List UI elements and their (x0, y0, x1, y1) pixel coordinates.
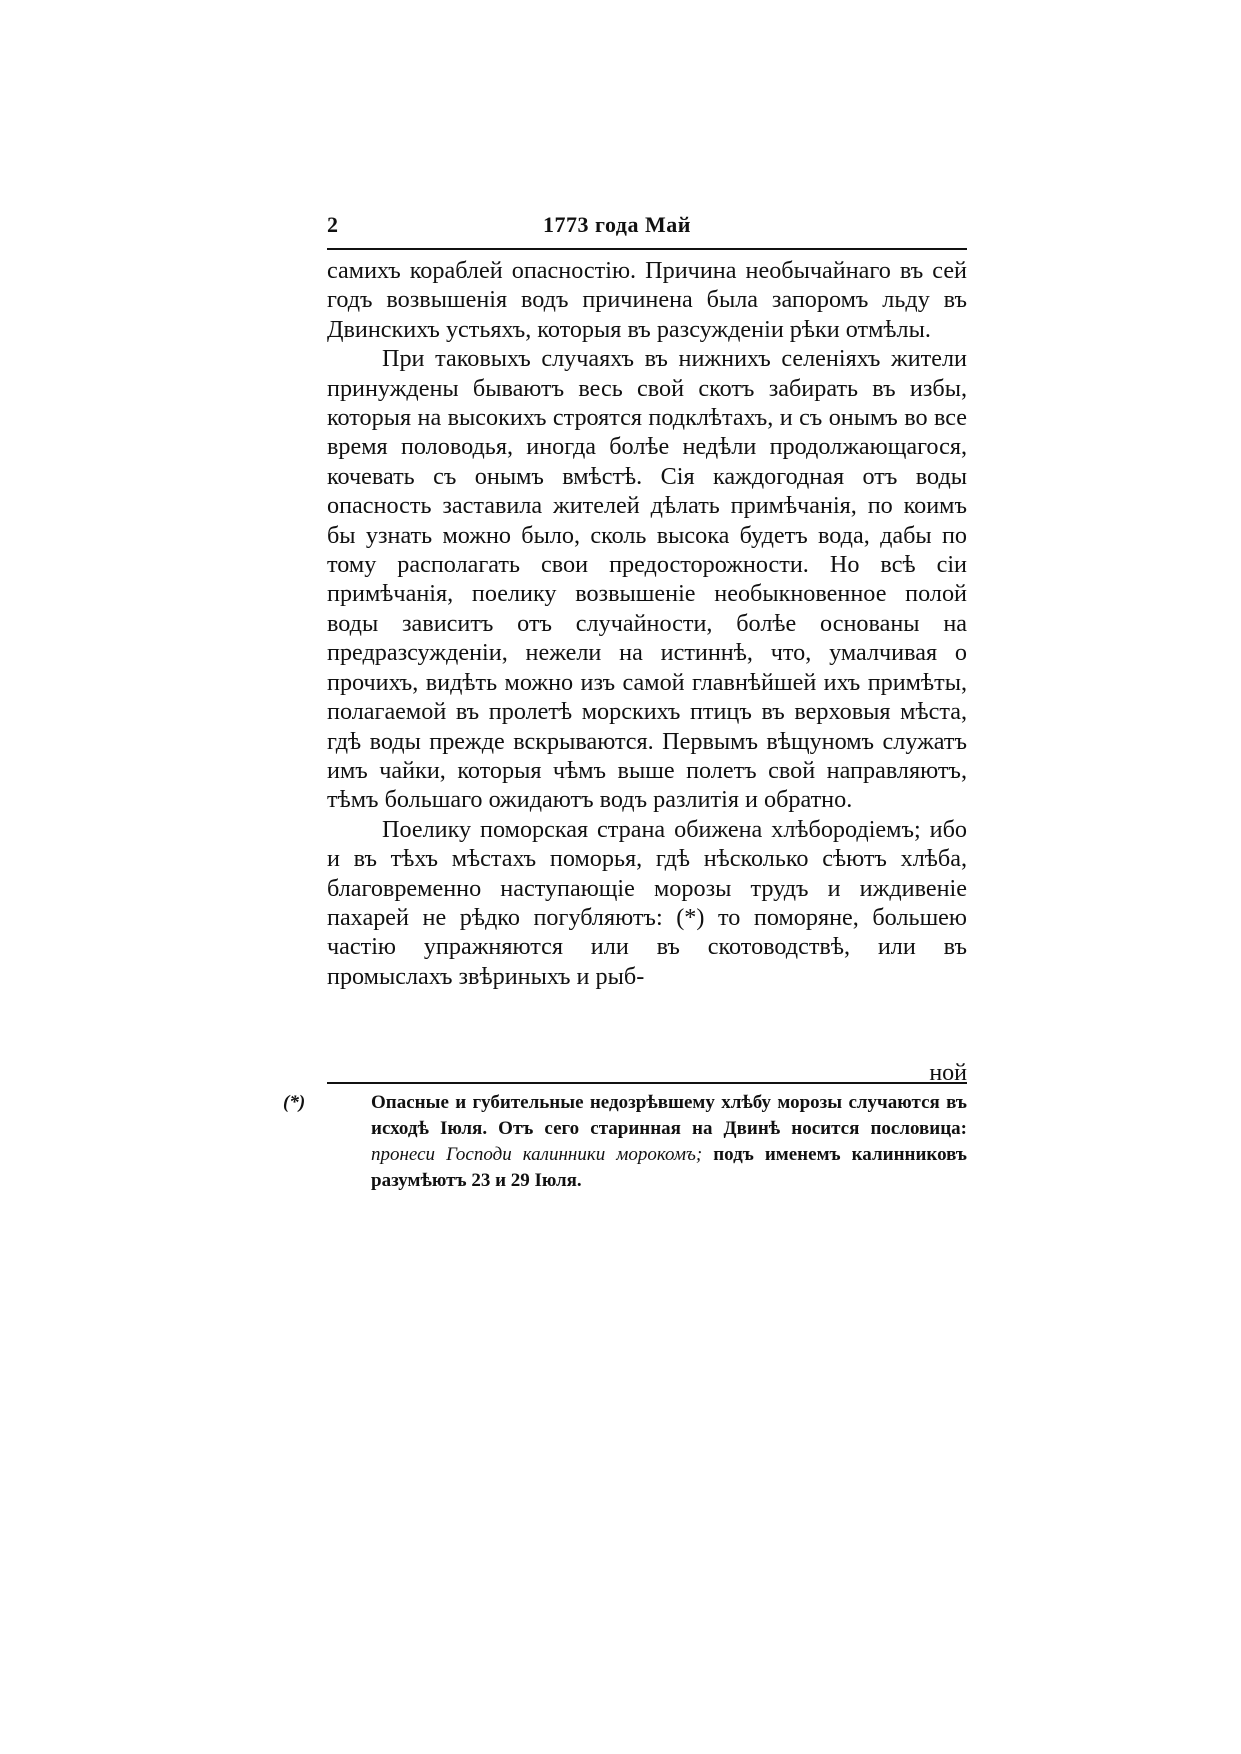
footnote-rule (327, 1082, 967, 1084)
footnote-marker: (*) (283, 1092, 306, 1113)
footnote-paragraph (283, 1090, 968, 1194)
running-title: 1773 года Май (543, 212, 691, 237)
footnote-text-after: подъ именемъ калинниковъ разумѣютъ 23 и 29 Іюля. (371, 1144, 968, 1191)
paragraph-3: Поелику поморская страна обижена хлѣбородіемъ; ибо и въ тѣхъ мѣстахъ поморья, гдѣ нѣсколько сѣютъ хлѣба, благовременно наступающіе морозы трудъ и иждивеніе пахарей не рѣдко погубляютъ: (*) то поморяне, большею частію упражняются или въ скотоводствѣ, или въ промыслахъ звѣриныхъ и рыб- (327, 815, 967, 990)
page-number: 2 (327, 212, 338, 237)
paragraph-2: При таковыхъ случаяхъ въ нижнихъ селеніяхъ жители принуждены бываютъ весь свой скотъ забирать въ избы, которыя на высокихъ строятся подклѣтахъ, и съ онымъ во все время половодья, иногда болѣе недѣли продолжающагося, кочевать съ онымъ вмѣстѣ. Сія каждогодная отъ воды опасность заставила жителей дѣлать примѣчанія, по коимъ бы узнать можно было, сколь высока будетъ вода, дабы по тому располагать свои предосторожности. Но всѣ сіи примѣчанія, поелику возвышеніе необыкновенное полой воды зависитъ отъ случайности, болѣе основаны на предразсужденіи, нежели на истиннѣ, что, умалчивая о прочихъ, видѣть можно изъ самой главнѣйшей ихъ примѣты, полагаемой въ пролетѣ морскихъ птицъ въ верховыя мѣста, гдѣ воды прежде вскрываются. Первымъ вѣщуномъ служатъ имъ чайки, которыя чѣмъ выше полетъ свой направляютъ, тѣмъ большаго ожидаютъ водъ разлитія и обратно. (327, 345, 967, 814)
footnote-proverb: пронеси Господи калинники морокомъ; (371, 1144, 703, 1165)
paragraph-1: самихъ кораблей опасностію. Причина необычайнаго въ сей годъ возвышенія водъ причинена была запоромъ льду въ Двинскихъ устьяхъ, которыя въ разсужденіи рѣки отмѣлы. (327, 257, 967, 343)
catchword: ной (929, 1060, 967, 1086)
footnote-text-before: Опасные и губительные недозрѣвшему хлѣбу морозы случаются въ исходѣ Іюля. Отъ сего старинная на Двинѣ носится пословица: (371, 1092, 967, 1139)
running-head (327, 208, 967, 242)
footnote (283, 1090, 968, 1194)
body-text (327, 256, 967, 991)
header-rule (327, 248, 967, 250)
